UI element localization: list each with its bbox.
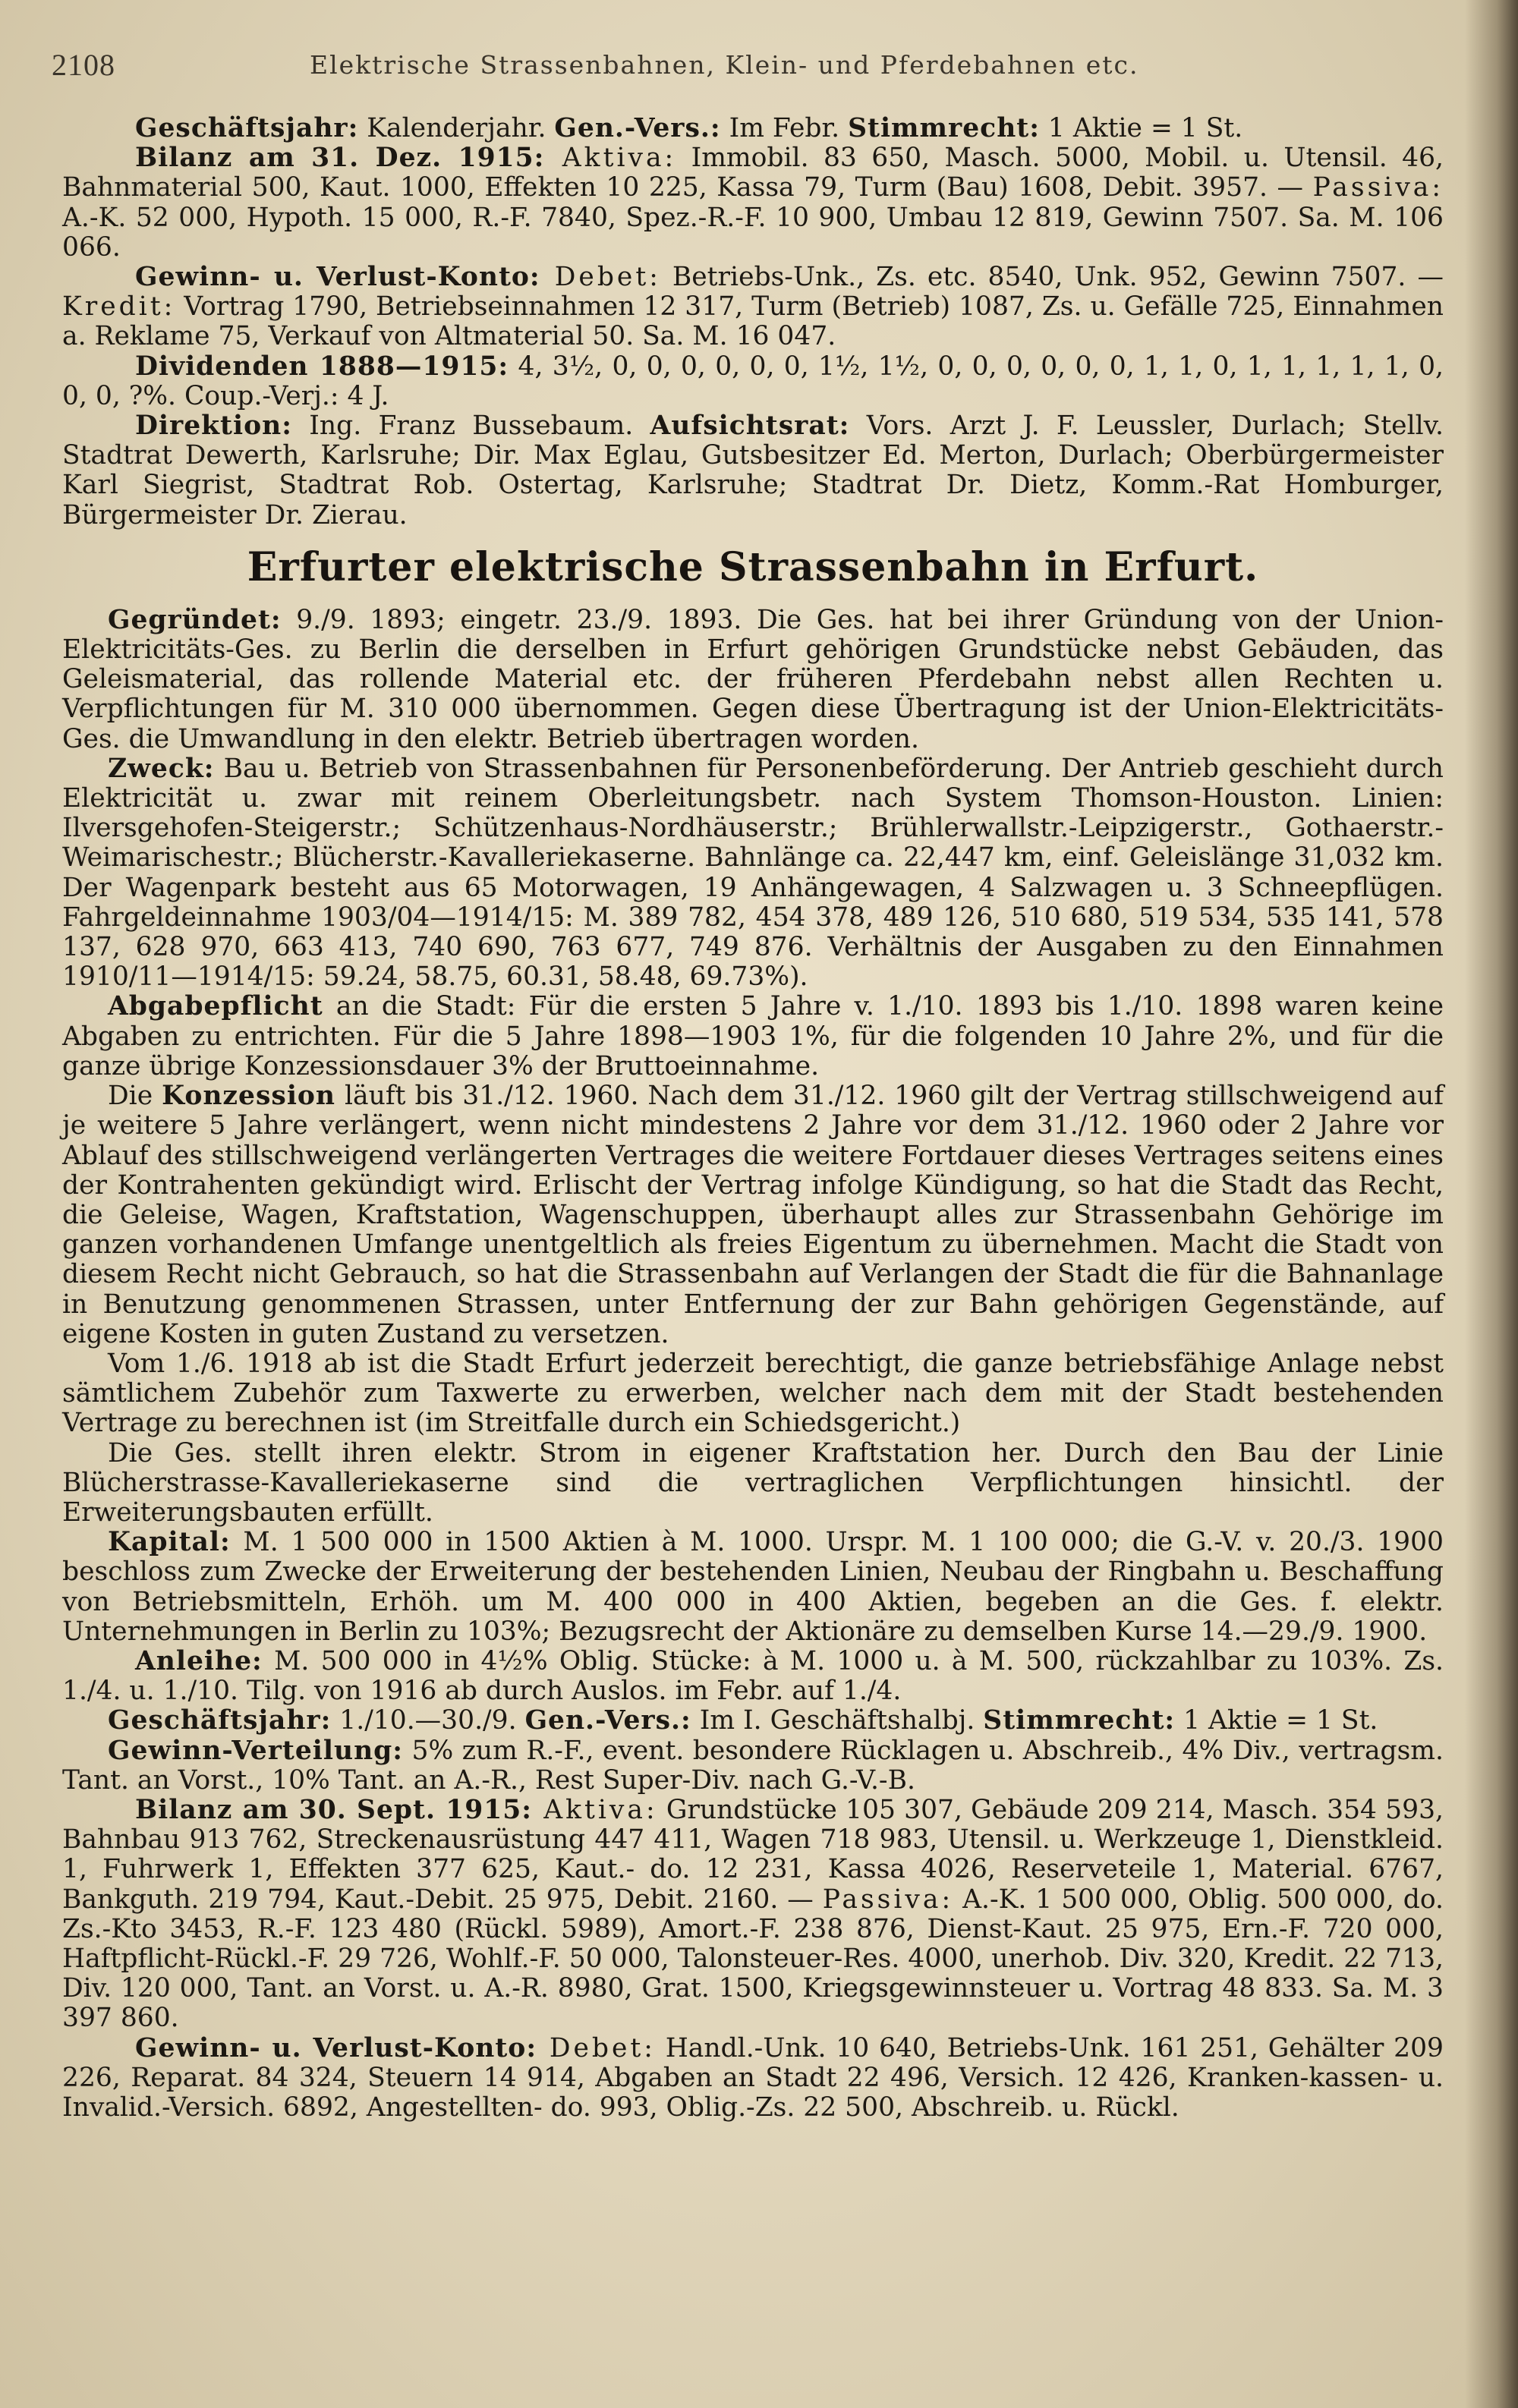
- debet-label: Debet:: [537, 2032, 656, 2063]
- abgabepflicht-paragraph: [62, 992, 1444, 1081]
- gegruendet-label: Gegründet:: [108, 604, 282, 635]
- prev-guv-label: Gewinn- u. Verlust-Konto:: [135, 262, 540, 293]
- prev-stimmrecht-text: 1 Aktie = 1 St.: [1039, 113, 1243, 143]
- page-edge-shadow: [1465, 0, 1518, 2408]
- prev-bilanz-paragraph: [62, 143, 1444, 263]
- page-header: [52, 47, 1479, 93]
- konzession-paragraph: [62, 1081, 1444, 1349]
- running-head: Elektrische Strassenbahnen, Klein- und Pferdebahnen etc.: [310, 50, 1139, 80]
- konzession-prefix: Die: [108, 1081, 162, 1112]
- prev-bilanz-aktiva-text: Immobil. 83 650, Masch. 5000, Mobil. u. Utensil. 46, Bahnmaterial 500, Kaut. 1000, Effekten 10 225, Kassa 79, Turm (Bau) 1608, Debit. 3957. —: [62, 143, 1444, 203]
- gv-text: Im I. Geschäftshalbj.: [691, 1705, 984, 1736]
- prev-debet-label: Debet:: [540, 262, 661, 293]
- kapital-text: M. 1 500 000 in 1500 Aktien à M. 1000. Urspr. M. 1 100 000; die G.-V. v. 20./3. 1900 beschloss zum Zwecke der Erweiterung der bestehenden Linien, Neubau der Ringbahn u. Beschaffung von Betriebsmitteln, Erhöh. um M. 400 000 in 400 Aktien, begeben an die Ges. f. elektr. Unternehmungen in Berlin zu 103%; Bezugsrecht der Aktionäre zu demselben Kurse 14.—29./9. 1900.: [62, 1527, 1444, 1647]
- prev-geschaeftsjahr-label: Geschäftsjahr:: [135, 113, 359, 143]
- zweck-paragraph: [62, 754, 1444, 993]
- prev-geschaeftsjahr-text: Kalenderjahr.: [358, 113, 555, 143]
- guv-label: Gewinn- u. Verlust-Konto:: [135, 2032, 537, 2063]
- guv-debet-text: Handl.-Unk. 10 640, Betriebs-Unk. 161 251, Gehälter 209 226, Reparat. 84 324, Steuern 14 914, Abgaben an Stadt 22 496, Versich. 12 426, Kranken-kassen- u. Invalid.-Versich. 6892, Angestellten- do. 993, Oblig.-Zs. 22 500, Abschreib. u. Rückl.: [62, 2032, 1444, 2123]
- bilanz-passiva-text: A.-K. 1 500 000, Oblig. 500 000, do. Zs.-Kto 3453, R.-F. 123 480 (Rückl. 5989), Amort.-F. 238 876, Dienst-Kaut. 25 975, Ern.-F. 720 000, Haftpflicht-Rückl.-F. 29 726, Wohlf.-F. 50 000, Talonsteuer-Res. 4000, unerhob. Div. 320, Kredit. 22 713, Div. 120 000, Tant. an Vorst. u. A.-R. 8980, Grat. 1500, Kriegsgewinnsteuer u. Vortrag 48 833. Sa. M. 3 397 860.: [62, 1884, 1444, 2034]
- prev-dividenden-text: 4, 3½, 0, 0, 0, 0, 0, 0, 1½, 1½, 0, 0, 0, 0, 0, 0, 1, 1, 0, 1, 1, 1, 1, 1, 0, 0, 0, ?%. Coup.-Verj.: 4 J.: [62, 351, 1444, 411]
- prev-guv-kredit-text: Vortrag 1790, Betriebseinnahmen 12 317, Turm (Betrieb) 1087, Zs. u. Gefälle 725, Einnahmen a. Reklame 75, Verkauf von Altmaterial 50. Sa. M. 16 047.: [62, 291, 1444, 352]
- passiva-label: Passiva:: [822, 1884, 954, 1915]
- geschaeftsjahr-paragraph: [62, 1706, 1444, 1736]
- guv-paragraph: [62, 2034, 1444, 2123]
- prev-dividenden-paragraph: [62, 352, 1444, 411]
- vom-text: Vom 1./6. 1918 ab ist die Stadt Erfurt jederzeit berechtigt, die ganze betriebsfähige Anlage nebst sämtlichem Zubehör zum Taxwerte zu erwerben, welcher nach dem mit der Stadt bestehenden Vertrage zu berechnen ist (im Streitfalle durch ein Schiedsgericht.): [62, 1348, 1444, 1439]
- prev-dividenden-label: Dividenden 1888—1915:: [135, 351, 509, 382]
- prev-stimmrecht-label: Stimmrecht:: [848, 113, 1040, 143]
- prev-guv-debet-text: Betriebs-Unk., Zs. etc. 8540, Unk. 952, Gewinn 7507. —: [660, 262, 1444, 293]
- kapital-paragraph: [62, 1528, 1444, 1647]
- prev-direktion-label: Direktion:: [135, 411, 292, 442]
- konzession-label: Konzession: [162, 1081, 336, 1112]
- strom-paragraph: [62, 1439, 1444, 1528]
- prev-gv-text: Im Febr.: [720, 113, 849, 143]
- prev-direktion-text: Ing. Franz Bussebaum.: [291, 411, 650, 442]
- prev-direktion-paragraph: [62, 411, 1444, 530]
- prev-bilanz-label: Bilanz am 31. Dez. 1915:: [135, 143, 545, 174]
- prev-geschaeftsjahr-paragraph: [62, 114, 1444, 143]
- zweck-text: Bau u. Betrieb von Strassenbahnen für Personenbeförderung. Der Antrieb geschieht durch Elektricität u. zwar mit reinem Oberleitungsbetr. nach System Thomson-Houston. Linien: Ilversgehofen-Steigerstr.; Schützenhaus-Nordhäuserstr.; Brühlerwallstr.-Leipzigerstr., Gothaerstr.-Weimarischestr.; Blücherstr.-Kavalleriekaserne. Bahnlänge ca. 22,447 km, einf. Geleislänge 31,032 km. Der Wagenpark besteht aus 65 Motorwagen, 19 Anhängewagen, 4 Salzwagen u. 3 Schneepflügen. Fahrgeldeinnahme 1903/04—1914/15: M. 389 782, 454 378, 489 126, 510 680, 519 534, 535 141, 578 137, 628 970, 663 413, 740 690, 763 677, 749 876. Verhältnis der Ausgaben zu den Einnahmen 1910/11—1914/15: 59.24, 58.75, 60.31, 58.48, 69.73%).: [62, 753, 1444, 993]
- page-number: 2108: [52, 48, 115, 82]
- gv-label: Gen.-Vers.:: [524, 1705, 691, 1736]
- gegruendet-paragraph: [62, 606, 1444, 754]
- anleihe-label: Anleihe:: [135, 1645, 263, 1676]
- gewinnverteilung-paragraph: [62, 1736, 1444, 1796]
- strom-text: Die Ges. stellt ihren elektr. Strom in eigener Kraftstation her. Durch den Bau der Linie Blücherstrasse-Kavalleriekaserne sind die vertraglichen Verpflichtungen hinsichtl. der Erweiterungsbauten erfüllt.: [62, 1437, 1444, 1528]
- prev-aufsichtsrat-label: Aufsichtsrat:: [650, 411, 850, 442]
- abgabepflicht-text: an die Stadt: Für die ersten 5 Jahre v. 1./10. 1893 bis 1./10. 1898 waren keine Abgaben zu entrichten. Für die 5 Jahre 1898—1903 1%, für die folgenden 10 Jahre 2%, und für die ganze übrige Konzessionsdauer 3% der Bruttoeinnahme.: [62, 991, 1444, 1081]
- prev-gv-label: Gen.-Vers.:: [554, 113, 721, 143]
- bilanz-aktiva-text: Grundstücke 105 307, Gebäude 209 214, Masch. 354 593, Bahnbau 913 762, Streckenausrüstung 447 411, Wagen 718 983, Utensil. u. Werkzeuge 1, Dienstkleid. 1, Fuhrwerk 1, Effekten 377 625, Kaut.- do. 12 231, Kassa 4026, Reserveteile 1, Material. 6767, Bankguth. 219 794, Kaut.-Debit. 25 975, Debit. 2160. —: [62, 1794, 1444, 1915]
- geschaeftsjahr-text: 1./10.—30./9.: [331, 1705, 525, 1736]
- prev-kredit-label: Kredit:: [62, 291, 176, 323]
- stimmrecht-text: 1 Aktie = 1 St.: [1175, 1705, 1378, 1736]
- aktiva-label: Aktiva:: [532, 1794, 658, 1825]
- prev-aktiva-label: Aktiva:: [544, 143, 677, 174]
- kapital-label: Kapital:: [108, 1527, 231, 1558]
- geschaeftsjahr-label: Geschäftsjahr:: [108, 1705, 332, 1736]
- prev-passiva-label: Passiva:: [1312, 172, 1444, 203]
- prev-aufsichtsrat-text: Vors. Arzt J. F. Leussler, Durlach; Stellv. Stadtrat Dewerth, Karlsruhe; Dir. Max Eglau, Gutsbesitzer Ed. Merton, Durlach; Oberbürgermeister Karl Siegrist, Stadtrat Rob. Ostertag, Karlsruhe; Stadtrat Dr. Dietz, Komm.-Rat Homburger, Bürgermeister Dr. Zierau.: [62, 411, 1444, 530]
- konzession-text: läuft bis 31./12. 1960. Nach dem 31./12. 1960 gilt der Vertrag stillschweigend auf je weitere 5 Jahre verlängert, wenn nicht mindestens 2 Jahre vor dem 31./12. 1960 oder 2 Jahre vor Ablauf des stillschweigend verlängerten Vertrages die weitere Fortdauer dieses Vertrages seitens eines der Kontrahenten gekündigt wird. Erlischt der Vertrag infolge Kündigung, so hat die Stadt das Recht, die Geleise, Wagen, Kraftstation, Wagenschuppen, überhaupt alles zur Strassenbahn Gehörige im ganzen vorhandenen Umfange unentgeltlich als freies Eigentum zu übernehmen. Macht die Stadt von diesem Recht nicht Gebrauch, so hat die Strassenbahn auf Verlangen der Stadt die für die Bahnanlage in Benutzung genommenen Strassen, unter Entfernung der zur Bahn gehörigen Gegenstände, auf eigene Kosten in guten Zustand zu versetzen.: [62, 1081, 1444, 1349]
- prev-guv-paragraph: [62, 263, 1444, 352]
- vom-paragraph: [62, 1349, 1444, 1439]
- bilanz-paragraph: [62, 1796, 1444, 2034]
- page-content: [62, 114, 1444, 2123]
- stimmrecht-label: Stimmrecht:: [983, 1705, 1176, 1736]
- prev-bilanz-passiva-text: A.-K. 52 000, Hypoth. 15 000, R.-F. 7840, Spez.-R.-F. 10 900, Umbau 12 819, Gewinn 7507. Sa. M. 106 066.: [62, 202, 1444, 263]
- gewinnverteilung-label: Gewinn-Verteilung:: [108, 1735, 404, 1766]
- zweck-label: Zweck:: [108, 753, 215, 784]
- anleihe-paragraph: [62, 1647, 1444, 1706]
- bilanz-label: Bilanz am 30. Sept. 1915:: [135, 1794, 532, 1825]
- abgabepflicht-label: Abgabepflicht: [108, 991, 323, 1022]
- gewinnverteilung-text: 5% zum R.-F., event. besondere Rücklagen u. Abschreib., 4% Div., vertragsm. Tant. an Vorst., 10% Tant. an A.-R., Rest Super-Div. nach G.-V.-B.: [62, 1735, 1444, 1796]
- anleihe-text: M. 500 000 in 4½% Oblig. Stücke: à M. 1000 u. à M. 500, rückzahlbar zu 103%. Zs. 1./4. u. 1./10. Tilg. von 1916 ab durch Auslos. im Febr. auf 1./4.: [62, 1645, 1444, 1707]
- gegruendet-text: 9./9. 1893; eingetr. 23./9. 1893. Die Ges. hat bei ihrer Gründung von der Union-Elektricitäts-Ges. zu Berlin die derselben in Erfurt gehörigen Grundstücke nebst Gebäuden, das Geleismaterial, das rollende Material etc. der früheren Pferdebahn nebst allen Rechten u. Verpflichtungen für M. 310 000 übernommen. Gegen diese Übertragung ist der Union-Elektricitäts-Ges. die Umwandlung in den elektr. Betrieb übertragen worden.: [62, 604, 1444, 754]
- section-title: Erfurter elektrische Strassenbahn in Erfurt.: [247, 543, 1259, 590]
